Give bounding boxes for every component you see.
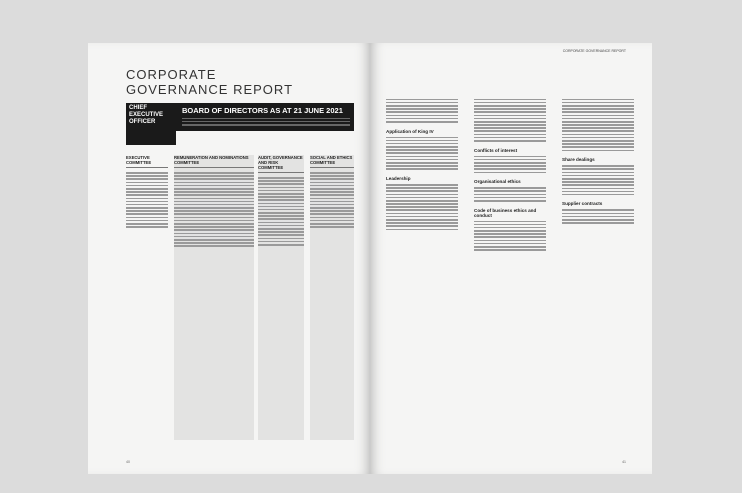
running-header: CORPORATE GOVERNANCE REPORT [562, 49, 626, 53]
committee-heading: SOCIAL AND ETHICS COMMITTEE [310, 155, 354, 168]
committee-heading: AUDIT, GOVERNANCE AND RISK COMMITTEE [258, 155, 304, 173]
section-heading: Supplier contracts [562, 201, 603, 207]
report-spread [88, 43, 652, 474]
committee-remuneration [174, 155, 254, 440]
title-line-2: GOVERNANCE REPORT [126, 82, 294, 97]
report-title [126, 67, 293, 97]
text-column-1 [386, 97, 458, 232]
left-page [88, 43, 370, 474]
committee-text [258, 177, 304, 246]
section-heading: Leadership [386, 175, 411, 181]
title-line-1: CORPORATE [126, 67, 217, 82]
text-column-3 [562, 97, 634, 225]
ceo-box [126, 103, 176, 145]
section-heading: Application of King IV [386, 128, 434, 134]
committee-executive [126, 155, 168, 440]
page-number-left: 40 [126, 460, 130, 464]
committee-text [126, 172, 168, 228]
committee-text [310, 172, 354, 228]
board-title: BOARD OF DIRECTORS AS AT 21 JUNE 2021 [182, 106, 343, 115]
committee-audit [258, 155, 304, 440]
section-heading: Organisational ethics [474, 179, 521, 185]
committee-social-ethics [310, 155, 354, 440]
ceo-label: CHIEF EXECUTIVE OFFICER [129, 105, 164, 125]
section-heading: Code of business ethics and conduct [474, 207, 537, 218]
text-column-2 [474, 97, 546, 252]
board-members-text [182, 116, 350, 127]
right-page [370, 43, 652, 474]
committee-heading: EXECUTIVE COMMITTEE [126, 155, 168, 168]
page-number-right: 41 [622, 460, 626, 464]
committee-text [174, 172, 254, 247]
section-heading: Conflicts of interest [474, 147, 518, 153]
section-heading: Share dealings [562, 157, 595, 163]
committee-heading: REMUNERATION AND NOMINATIONS COMMITTEE [174, 155, 254, 168]
